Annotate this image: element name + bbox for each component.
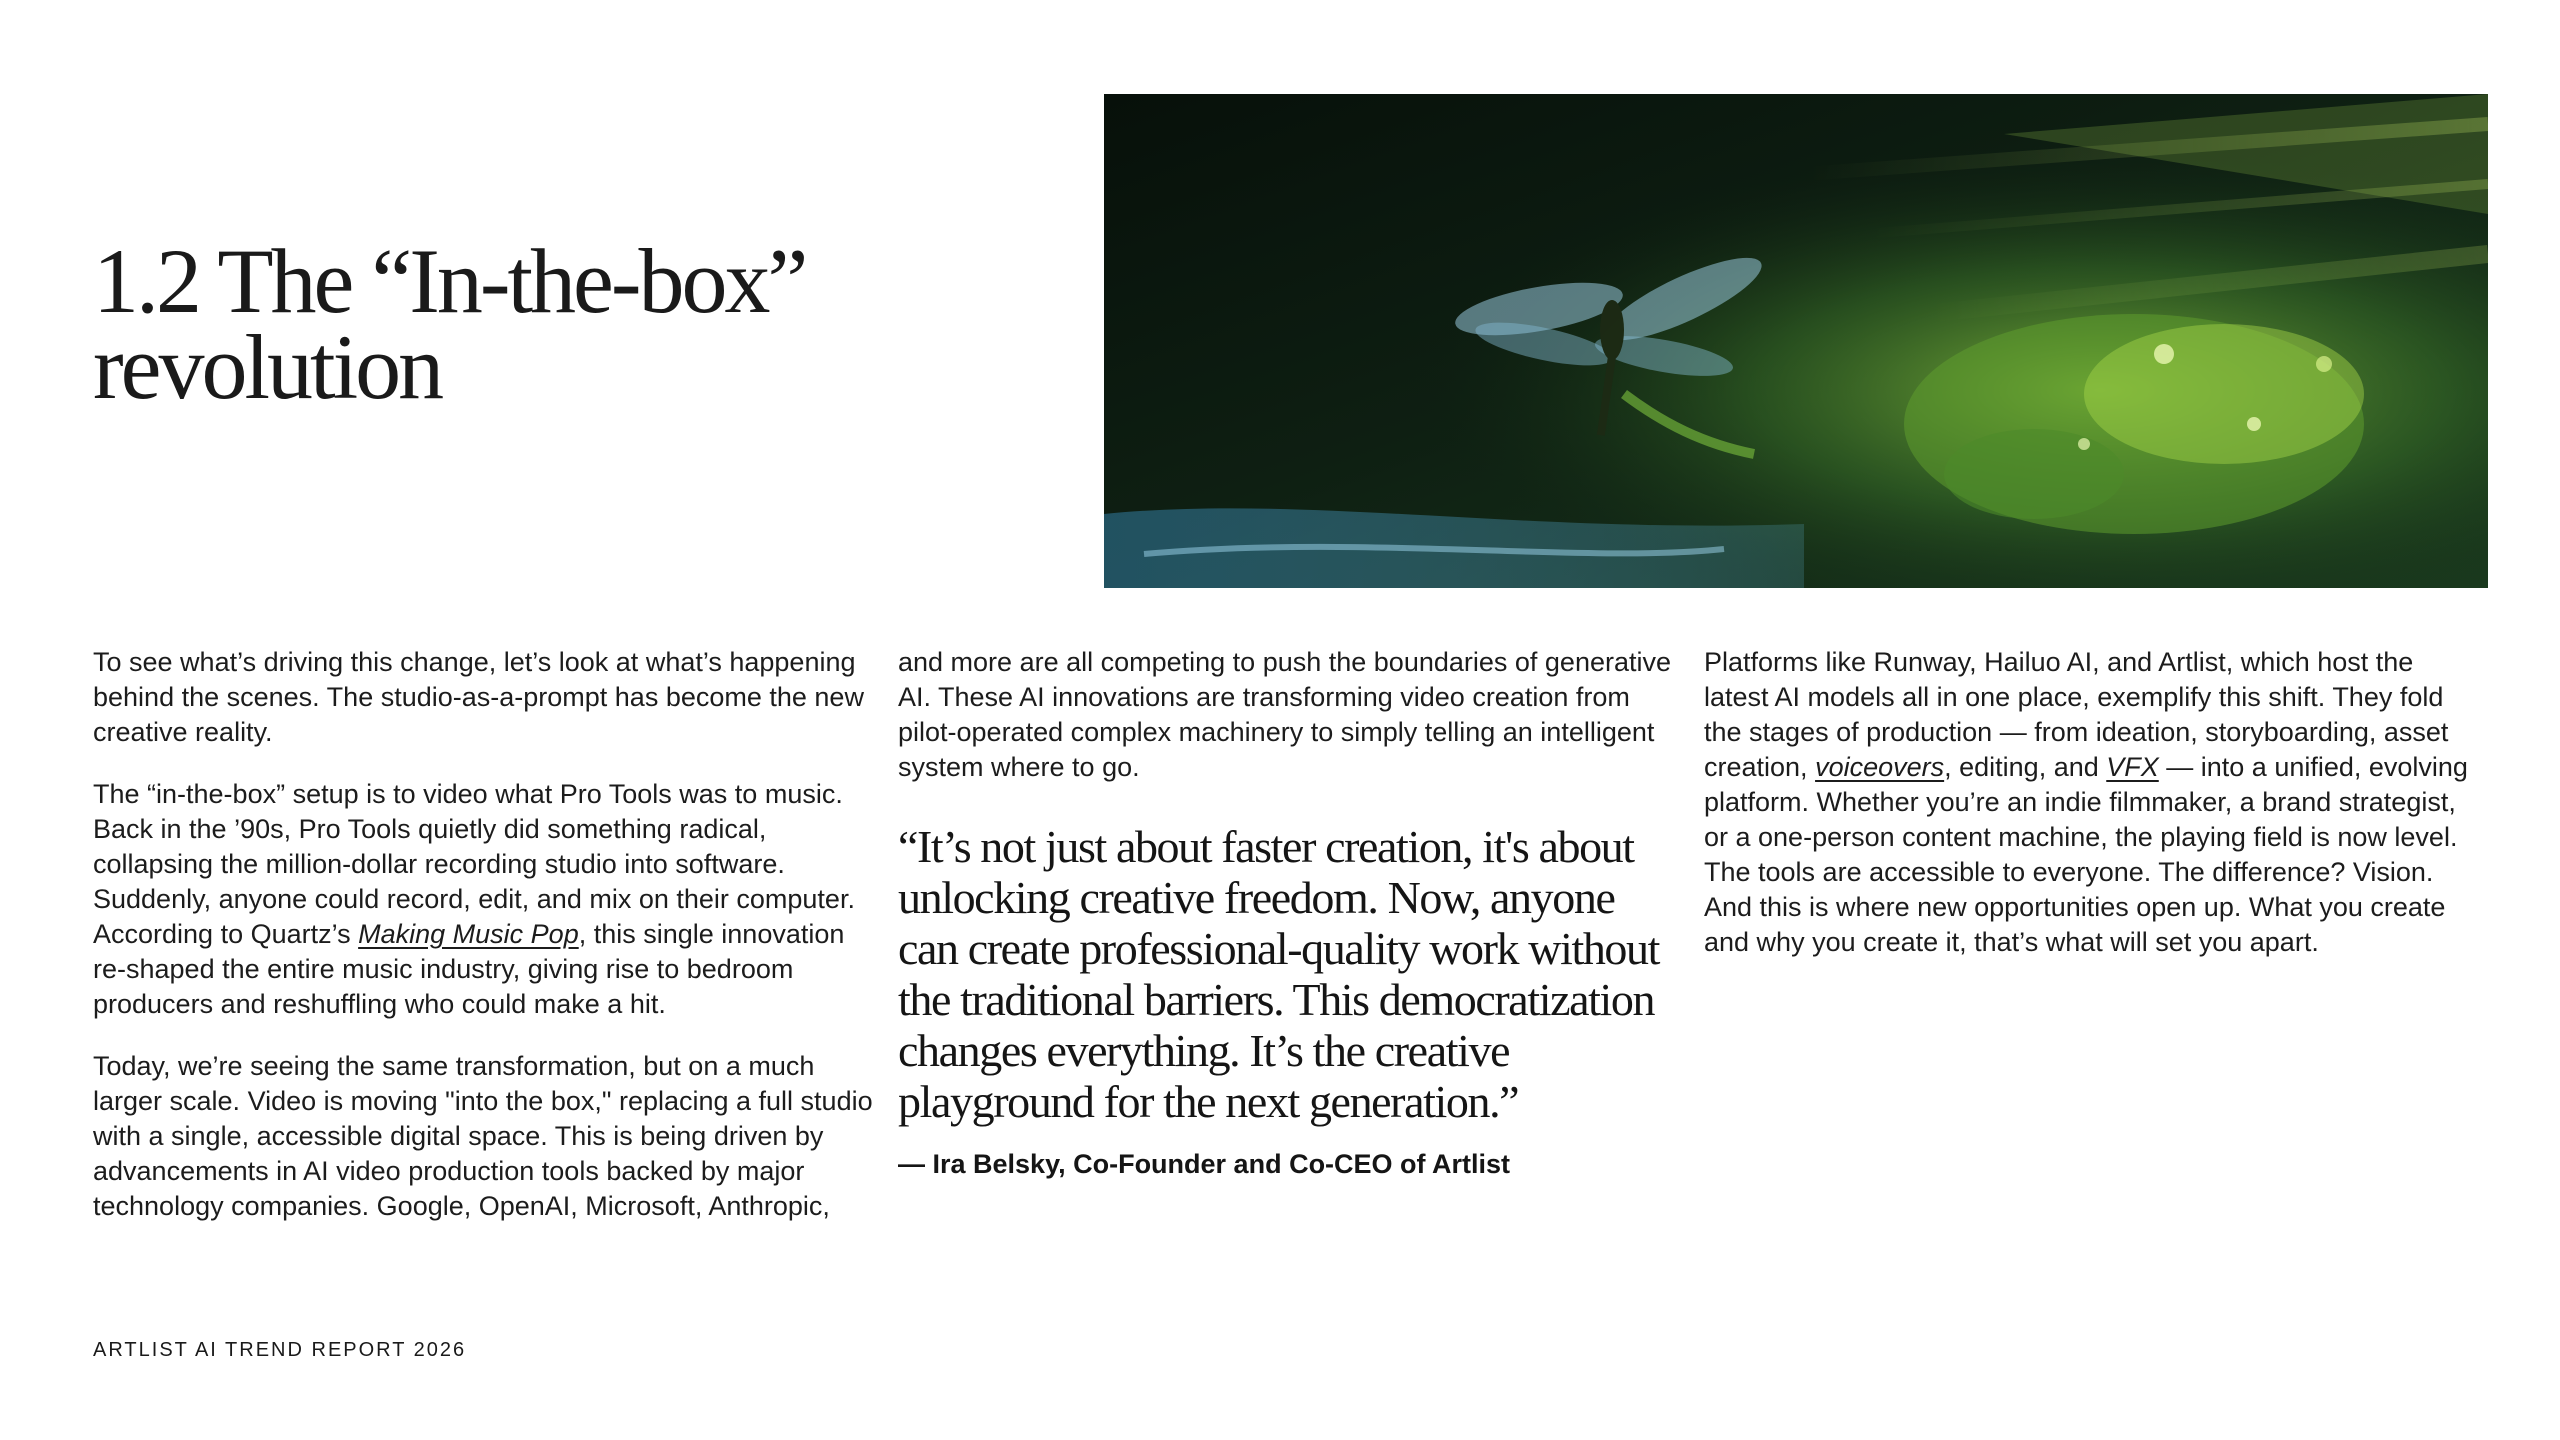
paragraph: and more are all competing to push the boundaries of generative AI. These AI innovations are transforming video creation from pilot-operated complex machinery to simply telling an intelligent system where to go. [898,647,1671,782]
pull-quote: “It’s not just about faster creation, it's about unlocking creative freedom. Now, anyone can create professional-quality work without the traditional barriers. This democratization changes everything. It’s the creative playground for the next generation.” [898,821,1660,1127]
paragraph: Today, we’re seeing the same transformation, but on a much larger scale. Video is moving "into the box," replacing a full studio with a single, accessible digital space. This is being driven by advancements in AI video production tools backed by major technology companies. Google, OpenAI, Microsoft, Anthropic, [93,1051,873,1221]
paragraph: The “in-the-box” setup is to video what Pro Tools was to music. Back in the ’90s, Pro Tools quietly did something radical, collapsing the million-dollar recording studio into software. Suddenly, anyone could record, edit, and mix on their computer. According to Quartz’s Making Music Pop, this single innovation re-shaped the entire music industry, giving rise to bedroom producers and reshuffling who could make a hit. [93,779,855,1019]
voiceovers-link[interactable]: voiceovers [1815,752,1945,782]
body-column-3 [1704,645,2484,987]
paragraph: To see what’s driving this change, let’s look at what’s happening behind the scenes. The studio-as-a-prompt has become the new creative reality. [93,647,864,747]
making-music-pop-link[interactable]: Making Music Pop [358,919,579,949]
dragonfly-photo [1104,94,2488,588]
vfx-link[interactable]: VFX [2106,752,2159,782]
title-line-2: revolution [93,316,442,418]
body-column-1 [93,645,873,1251]
quote-attribution: — Ira Belsky, Co-Founder and Co-CEO of Artlist [898,1149,1511,1179]
footer-label: ARTLIST AI TREND REPORT 2026 [93,1339,467,1361]
hero-image [1104,94,2488,588]
page-title [93,230,993,418]
body-column-2 [898,645,1678,1181]
paragraph: Platforms like Runway, Hailuo AI, and Artlist, which host the latest AI models all in one place, exemplify this shift. They fold the stages of production — from ideation, storyboarding, asset creation, voiceovers, editing, and VFX — into a unified, evolving platform. Whether you’re an indie filmmaker, a brand strategist, or a one-person content machine, the playing field is now level. The tools are accessible to everyone. The difference? Vision. And this is where new opportunities open up. What you create and why you create it, that’s what will set you apart. [1704,647,2468,957]
title-line-1: 1.2 The “In-the-box” [93,230,806,332]
